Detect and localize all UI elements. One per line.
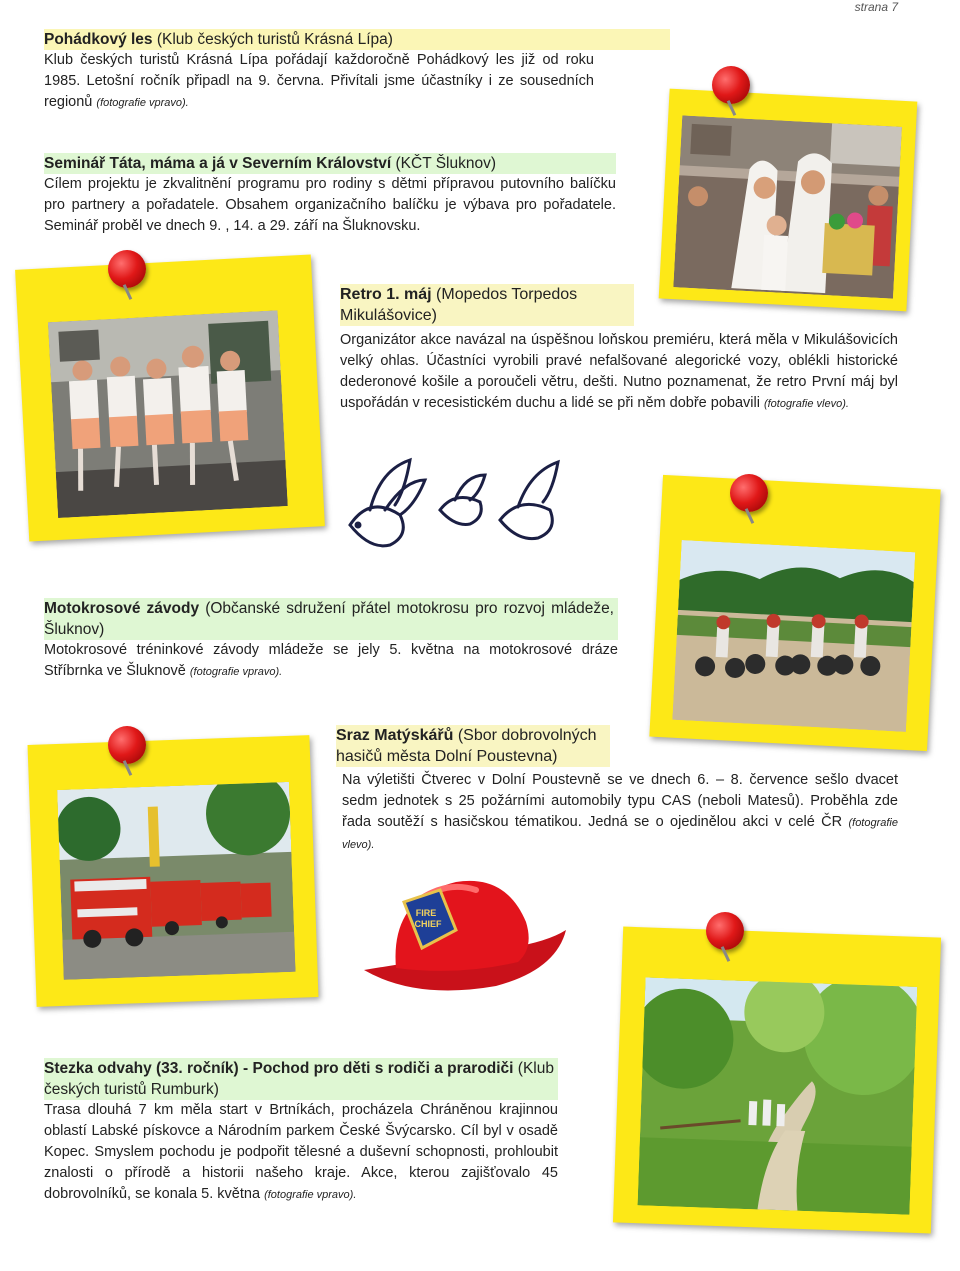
body-text: Organizátor akce navázal na úspěšnou loňskou premiéru, která měla v Mikulášovicích velký ohlas. Účastníci vyrobili pravé nefalšované alegorické vozy, oblékli historické dederonové košile a poroučeli větru, dešti. Nutno poznamenat, že retro První máj byl uspořádán v recesistickém duchu a lidé se při něm dobře pobavili (340, 332, 898, 411)
heading-org: (KČT Šluknov) (391, 155, 497, 172)
section-body (44, 640, 618, 683)
body-text: Trasa dlouhá 7 km měla start v Brtníkách, procházela Chráněnou krajinnou oblastí Labské pískovce a Národním parkem České Švýcarsko. Cíl byl v osadě Kopec. Smyslem pochodu je podpořit tělesné a duševní schopnosti, prohloubit znalosti o přírodě a historii našeho kraje. Akce, kterou zajišťovalo 45 dobrovolníků, se konala 5. května (44, 1102, 558, 1202)
section-heading (44, 153, 616, 174)
photo-motokros (672, 540, 915, 732)
photo-sraz-matyskaru (57, 782, 295, 980)
section-heading (44, 29, 670, 50)
photo-retro-maj (48, 310, 288, 518)
section-body (44, 50, 594, 114)
photo-credit: (fotografie vlevo). (342, 817, 898, 851)
sticky-note-retro (15, 254, 325, 541)
sticky-note-stezka (613, 927, 941, 1234)
body-text: Klub českých turistů Krásná Lípa pořádají každoročně Pohádkový les již od roku 1985. Letošní ročník připadl na 9. června. Přivítali jsme účastníky i ze sousedních regionů (44, 52, 594, 110)
heading-org: (Sbor dobrovolných hasičů města Dolní Poustevna) (336, 727, 597, 765)
photo-image (673, 115, 902, 298)
heading-bold: Stezka odvahy (33. ročník) - Pochod pro děti s rodiči a prarodiči (44, 1060, 514, 1077)
helmet-text-fire: FIRE (415, 908, 437, 918)
doves-illustration (340, 455, 570, 560)
photo-credit: (fotografie vpravo). (189, 666, 283, 678)
section-heading (44, 1058, 558, 1100)
section-sraz-matyskaru (336, 725, 898, 856)
section-body: Cílem projektu je zkvalitnění programu pro rodiny s dětmi přípravou putovního balíčku pro partnery a pořadatele. Obsahem organizačního balíčku je výbava pro pořadatele. Seminář proběl ve dnech 9. , 14. a 29. září na Šluknovsku. (44, 176, 616, 234)
body-text: Motokrosové tréninkové závody mládeže se jely 5. května na motokrosové dráze Stříbrnka ve Šluknově (44, 642, 618, 679)
section-heading (336, 725, 610, 767)
pushpin-icon (730, 474, 768, 512)
page-number: strana 7 (854, 0, 898, 14)
section-seminar (44, 153, 616, 237)
photo-image (48, 310, 288, 518)
body-text: Na výletišti Čtverec v Dolní Poustevně se ve dnech 6. – 8. července sešlo dvacet sedm jednotek s 25 požárními automobily typu CAS (neboli Matesů). Proběhla zde řada soutěží s hasičskou tématikou. Jedná se o ojedinělou akci v celé ČR (342, 772, 898, 830)
section-pohadkovy-les (44, 29, 670, 114)
photo-credit: (fotografie vpravo). (264, 1189, 357, 1201)
pushpin-icon (706, 912, 744, 950)
photo-image (638, 977, 918, 1214)
section-motokros (44, 598, 618, 683)
fire-helmet-illustration (356, 872, 568, 1002)
heading-bold: Retro 1. máj (340, 286, 432, 303)
section-body (44, 1100, 558, 1206)
pushpin-icon (108, 726, 146, 764)
section-body (340, 330, 898, 415)
section-retro-maj (340, 284, 898, 415)
photo-credit: (fotografie vlevo). (763, 398, 849, 410)
photo-pohadkovy-les (673, 115, 902, 298)
sticky-note-motokros (649, 475, 940, 751)
photo-credit: (fotografie vpravo). (96, 97, 189, 109)
heading-bold: Sraz Matýskářů (336, 727, 454, 744)
photo-image (57, 782, 295, 980)
helmet-text-chief: CHIEF (414, 919, 442, 929)
section-heading (44, 598, 618, 640)
heading-bold: Motokrosové závody (44, 600, 200, 617)
photo-image (672, 540, 915, 732)
heading-org: (Občanské sdružení přátel motokrosu pro rozvoj mládeže, Šluknov) (44, 600, 614, 638)
heading-bold: Seminář Táta, máma a já v Severním Království (44, 155, 392, 172)
section-heading (340, 284, 634, 326)
pushpin-icon (712, 66, 750, 104)
photo-stezka-odvahy (638, 977, 918, 1214)
sticky-note-sraz (28, 735, 319, 1007)
section-body (336, 770, 898, 856)
heading-bold: Pohádkový les (44, 31, 153, 48)
section-stezka-odvahy (44, 1058, 558, 1206)
pushpin-icon (108, 250, 146, 288)
heading-org: (Mopedos Torpedos Mikulášovice) (340, 286, 578, 324)
heading-org: (Klub českých turistů Krásná Lípa) (152, 31, 393, 48)
heading-org: (Klub českých turistů Rumburk) (44, 1060, 554, 1098)
sticky-note-pohadkovy (659, 89, 918, 312)
